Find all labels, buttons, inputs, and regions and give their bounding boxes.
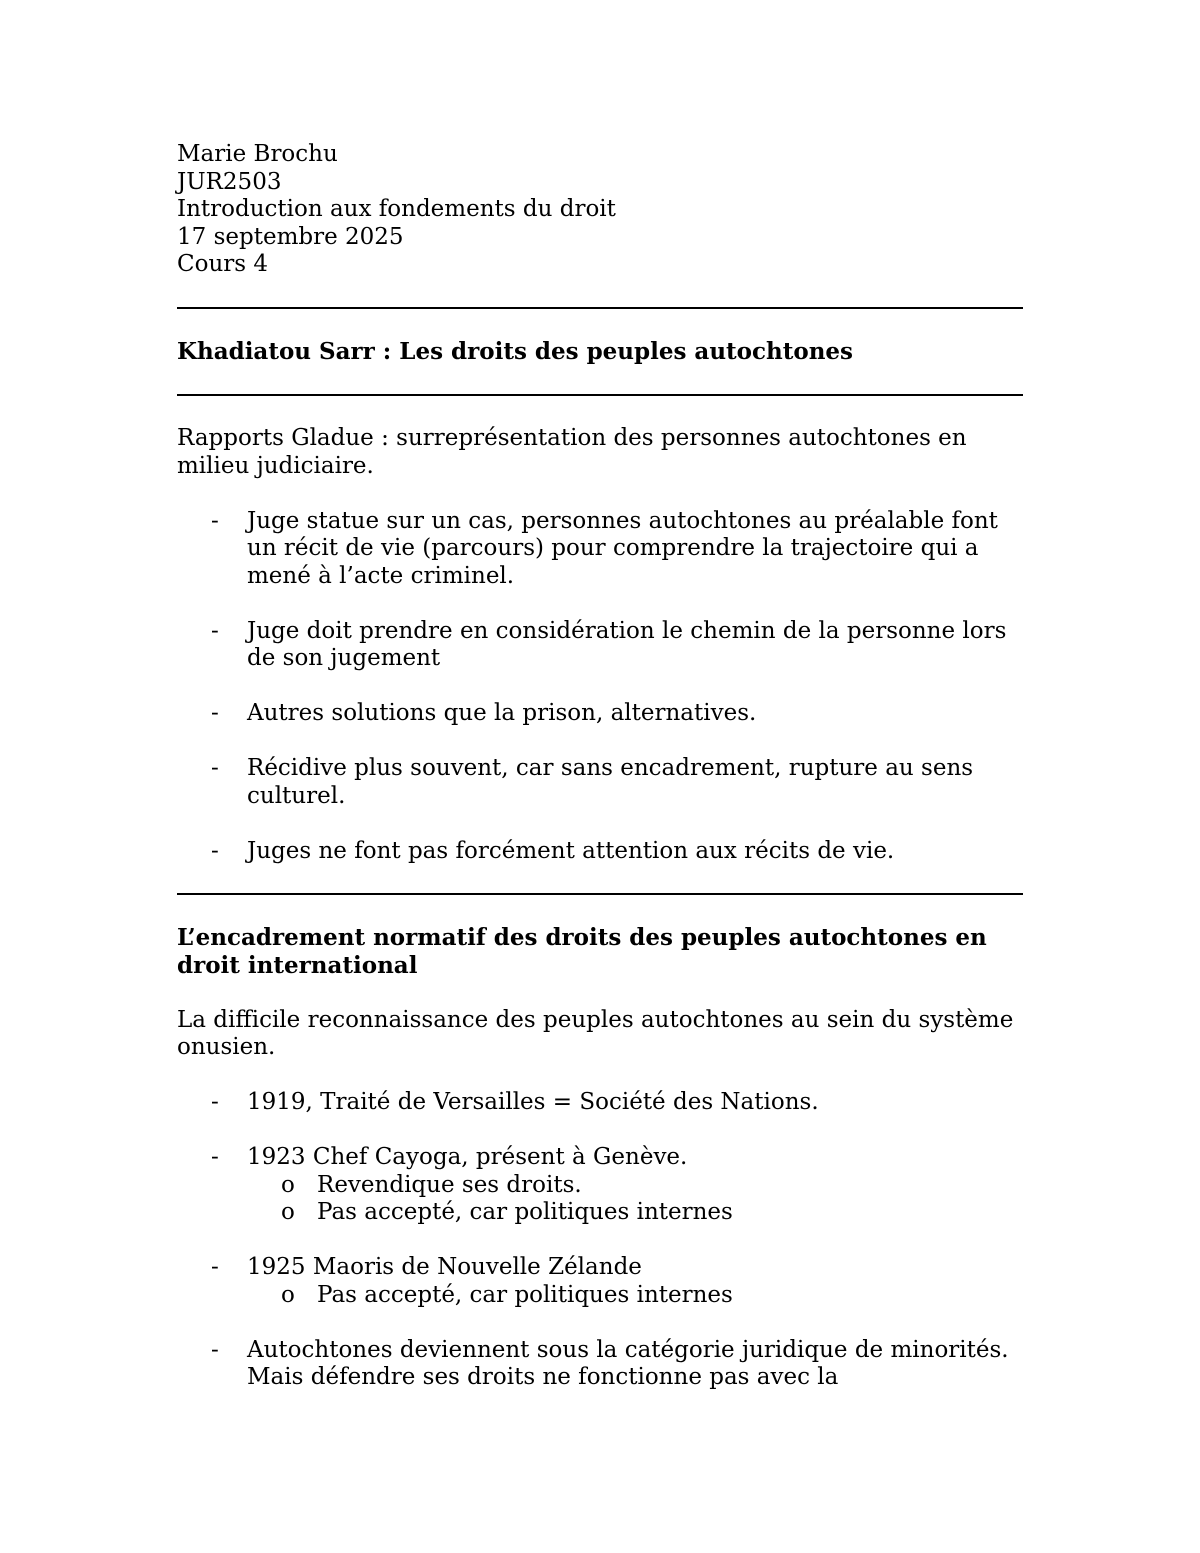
section-heading: L’encadrement normatif des droits des peuples autochtones en droit international	[177, 924, 987, 979]
list-item-text: Juge statue sur un cas, personnes autochtones au préalable font un récit de vie (parcours) pour comprendre la trajectoire qui a mené à l’acte criminel.	[247, 507, 998, 589]
list-item-text: Juges ne font pas forcément attention aux récits de vie.	[247, 837, 895, 864]
dash-bullet: -	[211, 1089, 219, 1115]
list-item-text: Autres solutions que la prison, alternatives.	[247, 700, 757, 726]
section-intro-paragraph: La difficile reconnaissance des peuples autochtones au sein du système onusien.	[177, 1006, 1014, 1060]
list-item-text: Récidive plus souvent, car sans encadrement, rupture au sens culturel.	[247, 755, 974, 809]
list-item	[177, 508, 1023, 591]
sub-list-item	[177, 1282, 1023, 1310]
lecture-number: Cours 4	[177, 251, 269, 277]
course-code: JUR2503	[177, 168, 282, 195]
circle-bullet: o	[281, 1281, 295, 1308]
circle-bullet: o	[281, 1171, 295, 1198]
dash-bullet: -	[211, 1144, 219, 1170]
list-item	[177, 1144, 1023, 1227]
sub-list-item-text: Revendique ses droits.	[317, 1171, 582, 1198]
circle-bullet: o	[281, 1199, 295, 1225]
sub-list-item	[177, 1199, 1023, 1227]
list-item-text: 1925 Maoris de Nouvelle Zélande	[247, 1254, 642, 1280]
list-item-text: 1923 Chef Cayoga, présent à Genève.	[247, 1144, 688, 1170]
bullet-list	[177, 508, 1023, 866]
sub-bullet-list	[177, 1282, 1023, 1310]
dash-bullet: -	[211, 700, 219, 726]
dash-bullet: -	[211, 1336, 219, 1363]
list-item	[177, 618, 1023, 673]
list-item-text: 1919, Traité de Versailles = Société des Nations.	[247, 1089, 819, 1115]
dash-bullet: -	[211, 617, 219, 644]
sub-bullet-list	[177, 1172, 1023, 1227]
author-name: Marie Brochu	[177, 141, 338, 167]
list-item	[177, 700, 1023, 728]
document-page	[177, 141, 1023, 1392]
document-header	[177, 141, 1023, 279]
dash-bullet: -	[211, 837, 219, 864]
section-heading: Khadiatou Sarr : Les droits des peuples autochtones	[177, 337, 854, 365]
dash-bullet: -	[211, 1254, 219, 1280]
list-item	[177, 1089, 1023, 1117]
list-item	[177, 1337, 1023, 1392]
sub-list-item-text: Pas accepté, car politiques internes	[317, 1199, 733, 1225]
list-item-text: Autochtones deviennent sous la catégorie juridique de minorités. Mais défendre ses droits ne fonctionne pas avec la	[247, 1336, 1009, 1390]
document-date: 17 septembre 2025	[177, 223, 404, 250]
dash-bullet: -	[211, 755, 219, 781]
sub-list-item	[177, 1172, 1023, 1200]
course-title: Introduction aux fondements du droit	[177, 196, 616, 222]
sub-list-item-text: Pas accepté, car politiques internes	[317, 1281, 733, 1308]
bullet-list	[177, 1089, 1023, 1392]
dash-bullet: -	[211, 507, 219, 534]
list-item	[177, 755, 1023, 810]
list-item	[177, 1254, 1023, 1309]
list-item-text: Juge doit prendre en considération le chemin de la personne lors de son jugement	[247, 617, 1007, 671]
list-item	[177, 838, 1023, 866]
section-intro-paragraph: Rapports Gladue : surreprésentation des personnes autochtones en milieu judiciaire.	[177, 425, 967, 479]
